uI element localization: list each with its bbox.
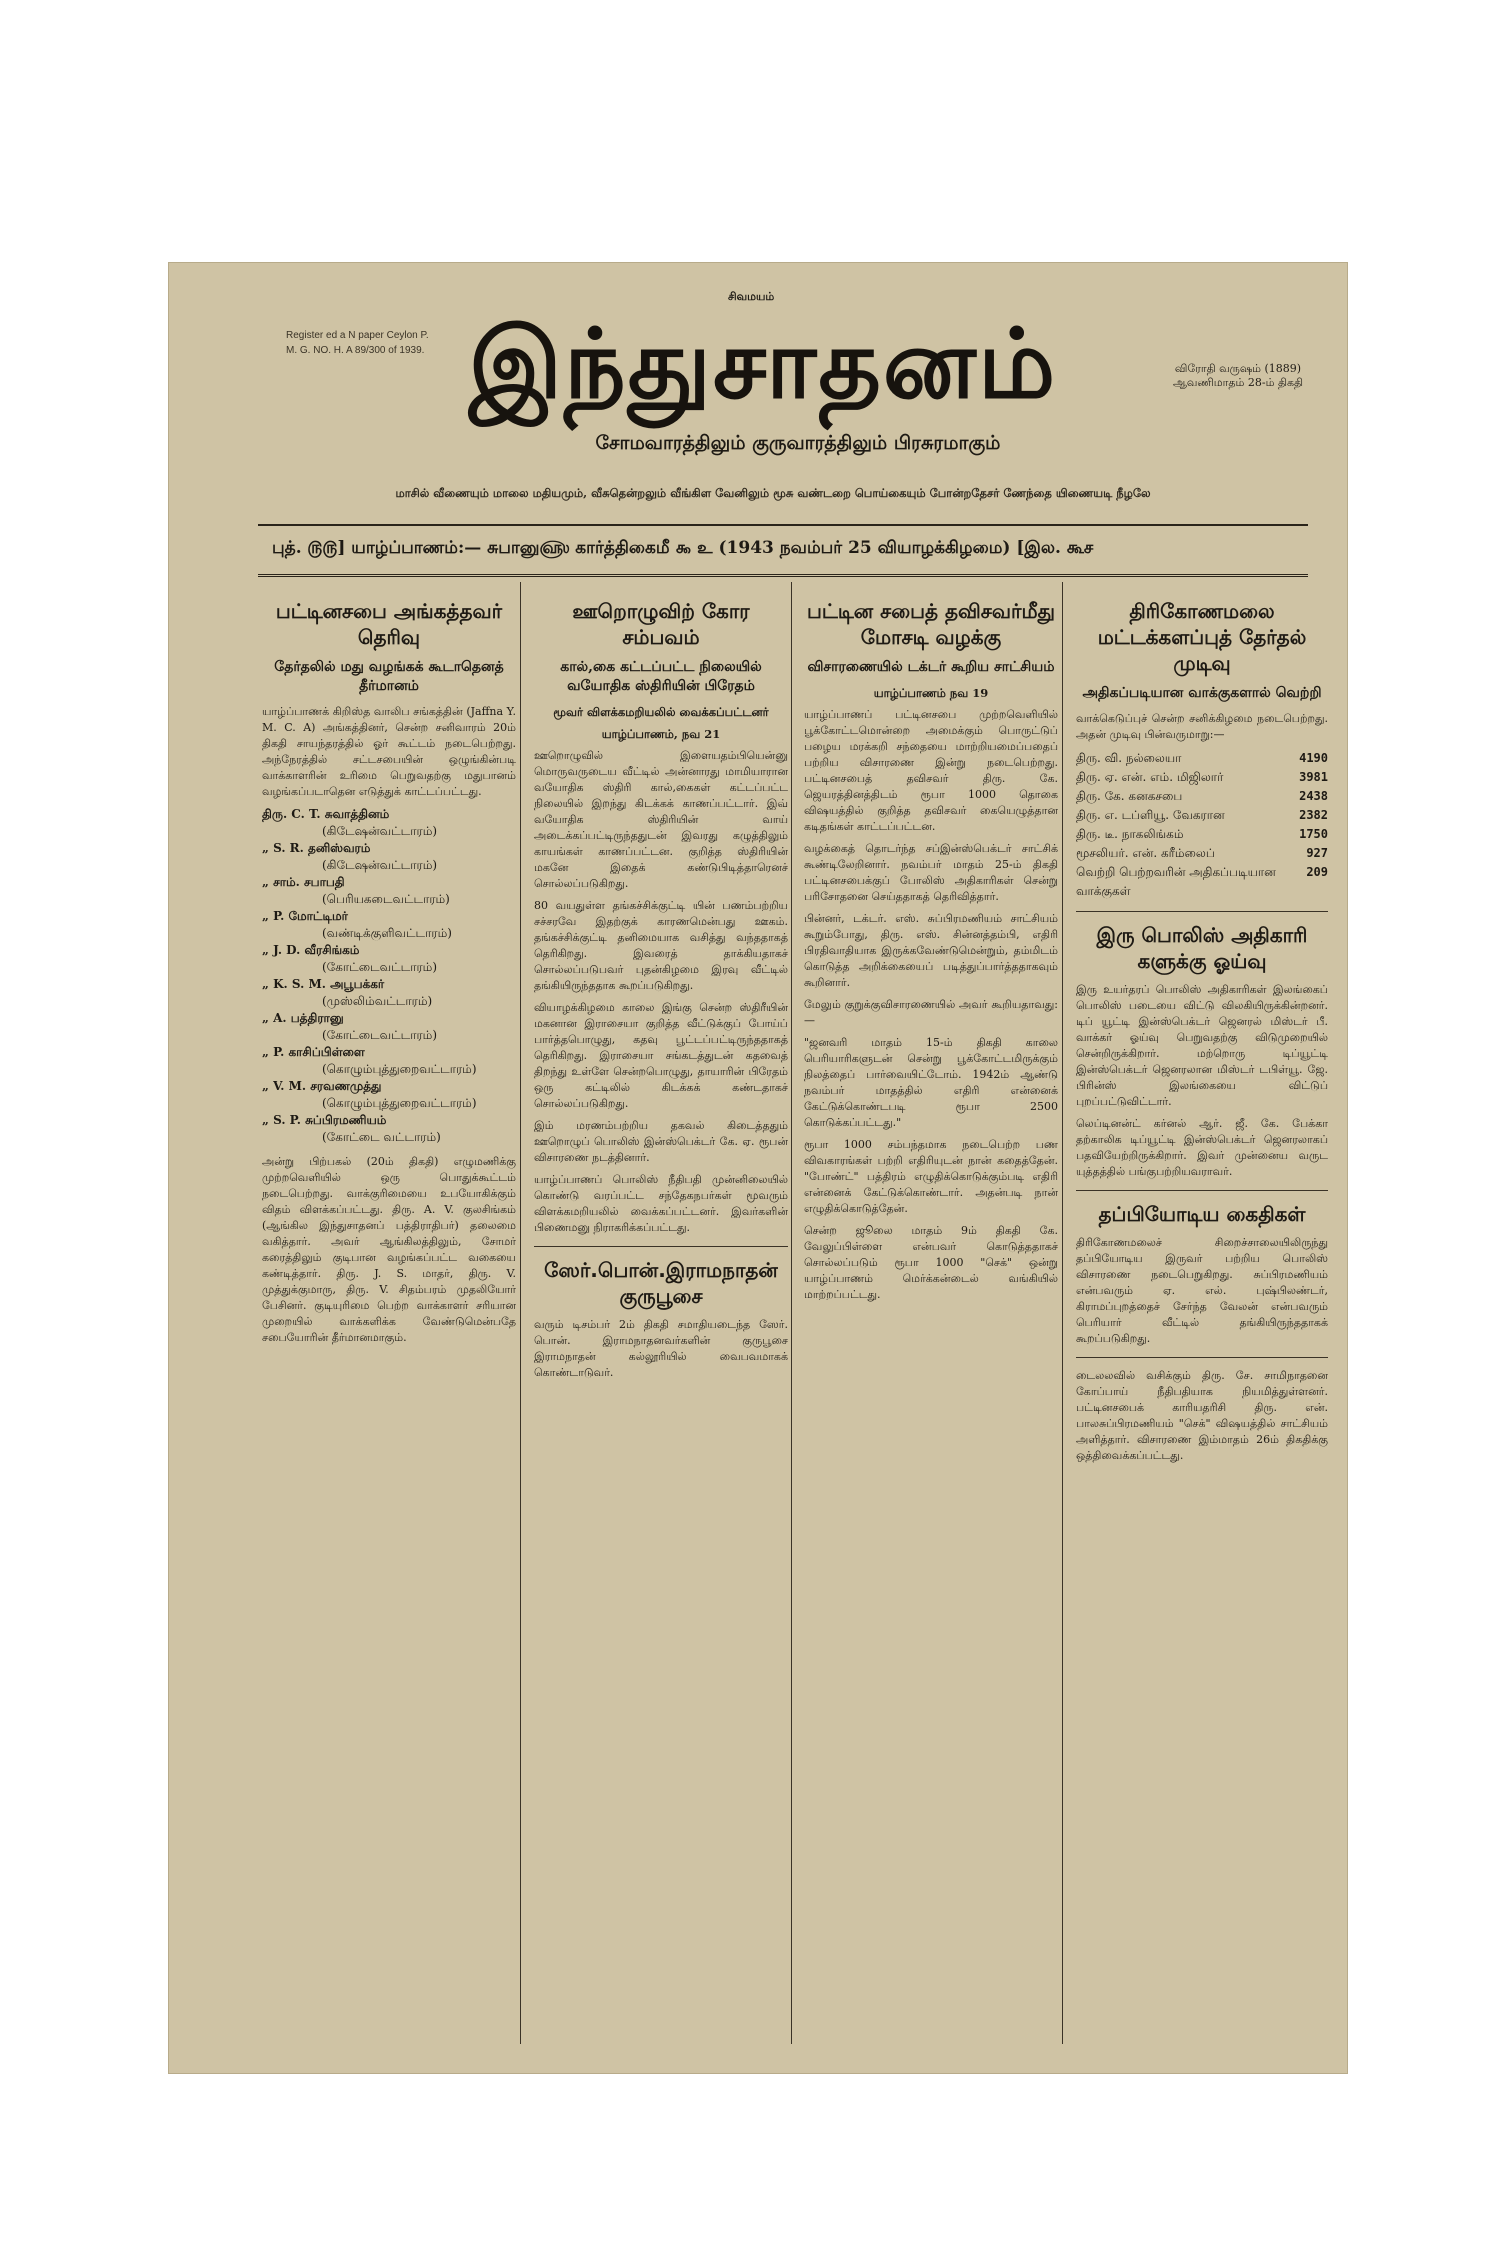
member-entry xyxy=(262,874,516,908)
article-paragraph: சென்ற ஜூலை மாதம் 9ம் திகதி கே. வேலுப்பிள்ளை என்பவர் கொடுத்ததாகச் சொல்லப்படும் ரூபா 1000 "செக்" ஒன்று யாழ்ப்பாணம் மெர்க்கன்டைல் வங்கியில் மாற்றப்பட்டது. xyxy=(804,1224,1058,1301)
member-name: திரு. C. T. சுவாத்தினம் xyxy=(262,807,390,821)
dateline-rule xyxy=(258,574,1308,577)
masthead-rule xyxy=(258,524,1308,526)
article-separator xyxy=(1076,911,1328,912)
issue-dateline: புத். ௫௫] யாழ்ப்பாணம்:— சுபானு௵ கார்த்திகைமீ ௯ உ (1943 நவம்பர் 25 வியாழக்கிழமை) [இல. கூச xyxy=(272,538,1094,558)
member-entry xyxy=(262,908,516,942)
vote-count: 209 xyxy=(1306,865,1328,879)
article-paragraph: வியாழக்கிழமை காலை இங்கு சென்ற ஸ்திரீயின் மகனான இராசையா குறித்த வீட்டுக்குப் போய்ப் பார்த்தபொழுது, கதவு பூட்டப்பட்டிருந்ததாகத் தெரிகிறது. இராசையா சங்கடத்துடன் கதவைத் திறந்து உள்ளே சென்றபொழுது, தாயாரின் பிரேதம் ஒரு கட்டிலில் கிடக்கக் கண்டதாகச் சொல்லப்படுகிறது. xyxy=(534,1001,788,1110)
article-paragraph: அன்று பிற்பகல் (20ம் திகதி) எழுமணிக்கு முற்றவெளியில் ஒரு பொதுக்கூட்டம் நடைபெற்றது. வாக்குரிமையை உபயோகிக்கும் விதம் விளக்கப்பட்டது. திரு. A. V. குலசிங்கம் (ஆங்கில இந்துசாதனப் பத்திராதிபர்) தலைமை வகித்தார். அவர் ஆங்கிலத்திலும், சோமர் கரைத்திலும் குடிபான வழங்கப்பட்ட வகையை கண்டித்தார். திரு. J. S. மாதர், திரு. V. முத்துக்குமாரு, திரு. V. சிதம்பரம் முதலியோர் பேசினர். குடியுரிமை பெற்ற வாக்காளர் சரியான முறையில் வாக்களிக்க வேண்டுமென்பதே சபையோரின் தீர்மானமாகும். xyxy=(262,1155,516,1344)
vote-count: 4190 xyxy=(1299,751,1328,765)
candidate-name: திரு. கே. கனகசபை xyxy=(1076,789,1183,803)
member-ward: (கொழும்புத்துறைவட்டாரம்) xyxy=(322,1062,477,1076)
member-ward: (கிடேஷன்வட்டாரம்) xyxy=(322,824,438,838)
table-row xyxy=(1076,749,1328,768)
article-headline: இரு பொலிஸ் அதிகாரி களுக்கு ஓய்வு xyxy=(1096,923,1308,973)
article-headline: திரிகோணமலை மட்டக்களப்புத் தேர்தல் முடிவு xyxy=(1097,599,1307,675)
elected-members-list xyxy=(262,806,516,1146)
newspaper-title: இந்துசாதனம் xyxy=(468,308,1058,420)
member-ward: (கிடேஷன்வட்டாரம்) xyxy=(322,858,438,872)
column-divider xyxy=(520,582,521,2044)
article-paragraph: இரு உயர்தரப் பொலிஸ் அதிகாரிகள் இலங்கைப் பொலிஸ் படையை விட்டு விலகியிருக்கின்றனர். டிப் யூட்டி இன்ஸ்பெக்டர் ஜெனரல் மிஸ்டர் பீ. வாக்கர் ஓய்வு பெறுவதற்கு விடுமுறையில் சென்றிருக்கிறார். மற்றொரு டிப்யூட்டி இன்ஸ்பெக்டர் ஜெனரலான மிஸ்டர் டபிள்யூ. ஜே. பிரின்ஸ் இலங்கையை விட்டுப் புறப்பட்டுவிட்டார். xyxy=(1076,983,1328,1108)
vote-count: 2438 xyxy=(1299,789,1328,803)
member-ward: (கோட்டைவட்டாரம்) xyxy=(322,1028,437,1042)
member-entry xyxy=(262,806,516,840)
masthead xyxy=(168,262,1348,562)
member-name: „ J. D. வீரசிங்கம் xyxy=(262,943,360,957)
article-subhead: விசாரணையில் டக்டர் கூறிய சாட்சியம் xyxy=(807,659,1055,675)
member-entry xyxy=(262,1078,516,1112)
article-paragraph: திரிகோணமலைச் சிறைச்சாலையிலிருந்து தப்பியோடிய இருவர் பற்றிய பொலிஸ் விசாரணை நடைபெறுகிறது. சுப்பிரமணியம் என்பவரும் ஏ. எல். புஷ்பிலண்டர், கிராமப்புறத்தைச் சேர்ந்த வேலன் என்பவரும் பெரியார் வீட்டில் தங்கியிருந்ததாகக் கூறப்படுகிறது. xyxy=(1076,1236,1328,1345)
article-dateline: யாழ்ப்பாணம் நவ 19 xyxy=(873,686,989,700)
column-2 xyxy=(530,592,792,2054)
article-paragraph: வழக்கைத் தொடர்ந்த சப்இன்ஸ்பெக்டர் சாட்சிக் கூண்டிலேறினார். நவம்பர் மாதம் 25-ம் திகதி பட்டினசபைக்குப் போலிஸ் அதிகாரிகள் சென்று பரிசோதனை செய்ததாகத் தெரிவித்தார். xyxy=(804,842,1058,903)
candidate-name: மூசலியர். என். கரீம்லைப் xyxy=(1076,846,1215,860)
member-ward: (கோட்டை வட்டாரம்) xyxy=(322,1130,441,1144)
candidate-name: வெற்றி பெற்றவரின் அதிகப்படியான வாக்குகள் xyxy=(1076,865,1276,898)
member-name: „ P. மோட்டிமர் xyxy=(262,909,348,923)
member-name: „ V. M. சரவணமுத்து xyxy=(262,1079,382,1093)
article-subhead: அதிகப்படியான வாக்குகளால் வெற்றி xyxy=(1082,685,1322,701)
member-ward: (முஸ்லிம்வட்டாரம்) xyxy=(322,994,433,1008)
vote-count: 3981 xyxy=(1299,770,1328,784)
member-ward: (கோட்டைவட்டாரம்) xyxy=(322,960,437,974)
member-ward: (கொழும்புத்துறைவட்டாரம்) xyxy=(322,1096,477,1110)
table-row xyxy=(1076,806,1328,825)
article-paragraph: வாக்கெடுப்புச் சென்ற சனிக்கிழமை நடைபெற்றது. அதன் முடிவு பின்வருமாறு:— xyxy=(1076,712,1328,741)
article-paragraph: வரும் டிசம்பர் 2ம் திகதி சமாதியடைந்த ஸேர். பொன். இராமநாதனவர்களின் குருபூசை இராமநாதன் கல்லூரியில் வைபவமாகக் கொண்டாடுவர். xyxy=(534,1318,788,1379)
article-subhead: கால்,கை கட்டப்பட்ட நிலையில் வயோதிக ஸ்திரியின் பிரேதம் xyxy=(560,659,762,694)
column-4 xyxy=(1072,592,1332,2054)
table-row xyxy=(1076,825,1328,844)
candidate-name: திரு. எ. டப்ளியூ. வேகரான xyxy=(1076,808,1225,822)
article-paragraph: லெப்டினன்ட் கர்னல் ஆர். ஜீ. கே. பேக்கா தற்காலிக டிப்யூட்டி இன்ஸ்பெக்டர் ஜெனரலாகப் பதவியேற்றிருக்கிறார். இவர் முன்னைய வருட யுத்தத்தில் பங்குபற்றியவராவர். xyxy=(1076,1117,1328,1178)
article-kicker: மூவர் விளக்கமறியலில் வைக்கப்பட்டனர் xyxy=(553,705,769,719)
member-entry xyxy=(262,1010,516,1044)
invocation: சிவமயம் xyxy=(728,290,775,303)
article-paragraph: மேலும் குறுக்குவிசாரணையில் அவர் கூறியதாவது:— xyxy=(804,998,1058,1027)
member-entry xyxy=(262,942,516,976)
member-entry xyxy=(262,1044,516,1078)
member-name: „ A. பத்திரானு xyxy=(262,1011,344,1025)
article-separator xyxy=(1076,1190,1328,1191)
article-paragraph: யாழ்ப்பாணப் பட்டினசபை முற்றவெளியில் பூக்கோட்டமொன்றை அமைக்கும் பொருட்டுப் பழைய மரக்கறி சந்தையை மாற்றியமைப்பதைப் பற்றிய விசாரணை இன்று நடைபெற்றது. பட்டினசபைத் தவிசவர் திரு. கே. ஜெயரத்தினத்திடம் ரூபா 1000 தொகை விஷயத்தில் குறித்த தவிசவர் கையெழுத்தான கடிதங்கள் காட்டப்பட்டன. xyxy=(804,708,1058,833)
article-headline: பட்டினசபை அங்கத்தவர் தெரிவு xyxy=(275,599,503,649)
table-row xyxy=(1076,844,1328,863)
candidate-name: திரு. வி. நல்லையா xyxy=(1076,751,1182,765)
table-row xyxy=(1076,787,1328,806)
table-row xyxy=(1076,863,1328,901)
vote-count: 2382 xyxy=(1299,808,1328,822)
article-headline: பட்டின சபைத் தவிசவர்மீது மோசடி வழக்கு xyxy=(807,599,1055,649)
article-headline: தப்பியோடிய கைதிகள் xyxy=(1098,1202,1306,1226)
member-ward: (வண்டிக்குளிவட்டாரம்) xyxy=(322,926,452,940)
member-name: „ S. R. தனிஸ்வரம் xyxy=(262,841,371,855)
member-ward: (பெரியகடைவட்டாரம்) xyxy=(322,892,450,906)
article-paragraph: யாழ்ப்பாணக் கிறிஸ்த வாலிப சங்கத்தின் (Jaffna Y. M. C. A) அங்கத்தினர், சென்ற சனிவாரம் 20ம் திகதி சாயந்தரத்தில் ஓர் கூட்டம் நடைபெற்றது. அந்நேரத்தில் சட்டசபையின் ஒழுங்கின்படி வாக்காளரின் உரிமை பெறுவதற்கு மதுபானம் வழங்கப்படாதென எடுத்துக் காட்டப்பட்டது. xyxy=(262,705,516,798)
member-name: „ K. S. M. அபூபக்கர் xyxy=(262,977,385,991)
vote-count: 1750 xyxy=(1299,827,1328,841)
tagline-verse: மாசில் வீணையும் மாலை மதியமும், வீசுதென்றலும் வீங்கிள வேனிலும் மூசு வண்டறை பொய்கையும் போன்றதேசர் ணேந்தை யிணையடி நீழலே xyxy=(395,486,1151,500)
member-entry xyxy=(262,1112,516,1146)
member-name: „ P. காசிப்பிள்ளை xyxy=(262,1045,365,1059)
candidate-name: திரு. ஏ. என். எம். மிஜிலார் xyxy=(1076,770,1224,784)
candidate-name: திரு. டீ. நாகலிங்கம் xyxy=(1076,827,1184,841)
publication-schedule: சோமவாரத்திலும் குருவாரத்திலும் பிரசுரமாகும் xyxy=(595,432,1001,454)
article-paragraph: "ஜனவரி மாதம் 15-ம் திகதி காலை பெரியாரிகளுடன் சென்று பூக்கோட்டமிருக்கும் நிலத்தைப் பார்வையிட்டோம். 1942ம் ஆண்டு நவம்பர் மாதத்தில் எதிரி என்னைக் கேட்டுக்கொண்டபடி ரூபா 2500 கொடுக்கப்பட்டது." xyxy=(804,1036,1058,1129)
article-paragraph: பின்னர், டக்டர். எஸ். சுப்பிரமணியம் சாட்சியம் கூறும்போது, திரு. எஸ். சின்னத்தம்பி, எதிரி பிரதிவாதியாக இருக்கவேண்டுமென்றும், தம்மிடம் கொடுத்த அறிக்கையைப் படித்துப்பார்த்ததாகவும் கூறினார். xyxy=(804,912,1058,989)
member-name: „ சாம். சபாபதி xyxy=(262,875,345,889)
article-paragraph: ஊறொழுவில் இளையதம்பியென்னு மொருவருடைய வீட்டில் அன்னாரது மாமியாரான வயோதிக ஸ்திரி கால்,கைகள் கட்டப்பட்ட நிலையில் இறந்து கிடக்கக் காணப்பட்டார். இவ் வயோதிக ஸ்திரியின் வாய் அடைக்கப்பட்டிருந்ததுடன் இவரது கழுத்திலும் காயங்கள் காணப்பட்டன. குறித்த ஸ்திரியின் மகனே இதைக் கண்டுபிடித்தாரெனச் சொல்லப்படுகிறது. xyxy=(534,749,788,890)
article-dateline: யாழ்ப்பாணம், நவ 21 xyxy=(601,727,721,741)
article-paragraph: ரூபா 1000 சம்பந்தமாக நடைபெற்ற பண விவகாரங்கள் பற்றி எதிரியுடன் நான் கதைத்தேன். "போண்ட்" பத்திரம் எழுதிக்கொடுக்கும்படி எதிரி என்னைக் கேட்டுக்கொண்டார். அதன்படி நான் எழுதிக்கொடுத்தேன். xyxy=(804,1138,1058,1215)
member-entry xyxy=(262,976,516,1010)
column-1 xyxy=(258,592,520,2054)
table-row xyxy=(1076,768,1328,787)
column-divider xyxy=(1062,582,1063,2044)
column-3 xyxy=(800,592,1062,2054)
article-headline: ஸேர்.பொன்.இராமநாதன் குருபூசை xyxy=(544,1258,778,1308)
member-name: „ S. P. சுப்பிரமணியம் xyxy=(262,1113,387,1127)
article-paragraph: இம் மரணம்பற்றிய தகவல் கிடைத்ததும் ஊறொழுப் பொலிஸ் இன்ஸ்பெக்டர் கே. ஏ. ரூபன் விசாரணை நடத்தினார். xyxy=(534,1119,788,1164)
article-paragraph: டைலலவில் வசிக்கும் திரு. சே. சாமிநாதனை கோப்பாய் நீதிபதியாக நியமித்துள்ளனர். பட்டினசபைக் காரியதரிசி திரு. என். பாலசுப்பிரமணியம் "செக்" விஷயத்தில் சாட்சியம் அளித்தார். விசாரணை இம்மாதம் 26ம் திகதிக்கு ஒத்திவைக்கப்பட்டது. xyxy=(1076,1369,1328,1462)
article-paragraph: 80 வயதுள்ள தங்கச்சிக்குட்டி யின் பணம்பற்றிய சச்சரவே இதற்குக் காரணமென்பது ஊகம். தங்கச்சிக்குட்டி தனிமையாக வசித்து வந்ததாகத் தெரிகிறது. இவரைத் தாக்கியதாகச் சொல்லப்படுபவர் புதன்கிழமை இரவு வீட்டில் தங்கியிருந்ததாக கூறப்படுகிறது. xyxy=(534,899,788,992)
article-headline: ஊறொழுவிற் கோர சம்பவம் xyxy=(572,599,750,649)
member-entry xyxy=(262,840,516,874)
article-paragraph: யாழ்ப்பாணப் பொலிஸ் நீதிபதி முன்னிலையில் கொண்டு வரப்பட்ட சந்தேகநபர்கள் மூவரும் விளக்கமறியலில் வைக்கப்பட்டனர். இவர்களின் பிணைமனு நிராகரிக்கப்பட்டது. xyxy=(534,1173,788,1234)
era-date: விரோதி வருஷம் (1889) ஆவணிமாதம் 28-ம் திகதி xyxy=(1172,362,1304,389)
vote-count: 927 xyxy=(1306,846,1328,860)
article-subhead: தேர்தலில் மது வழங்கக் கூடாதெனத் தீர்மானம் xyxy=(274,659,504,694)
newspaper-page xyxy=(168,262,1348,2074)
election-results-table xyxy=(1076,749,1328,901)
registration-note: Register ed a N paper Ceylon P. M. G. NO. H. A 89/300 of 1939. xyxy=(286,330,429,356)
article-separator xyxy=(1076,1357,1328,1358)
article-separator xyxy=(534,1246,788,1247)
